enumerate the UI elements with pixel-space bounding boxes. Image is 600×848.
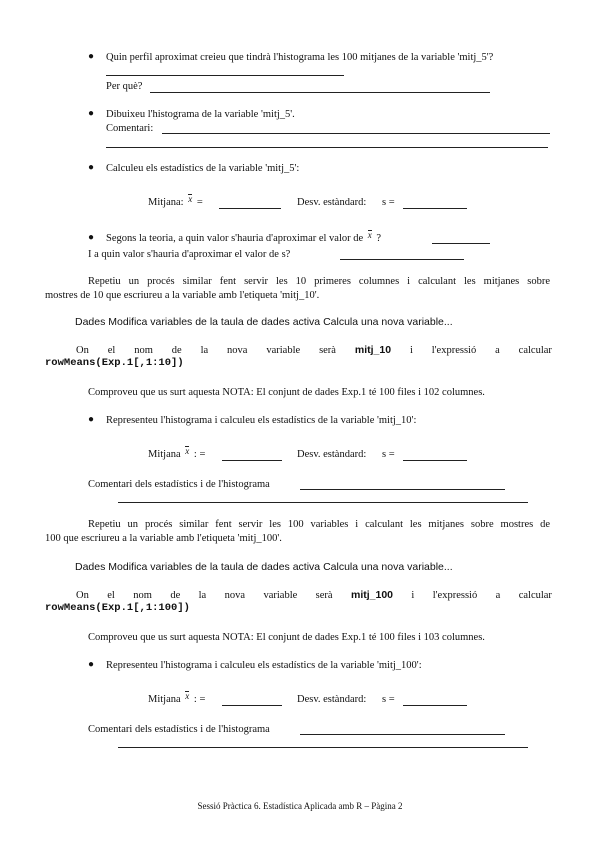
sd-label: Desv. estàndard:	[297, 694, 367, 705]
answer-line[interactable]	[106, 147, 548, 148]
word: nova	[224, 590, 246, 601]
sd-answer-line[interactable]	[403, 460, 467, 461]
variable-name: mitj_100	[350, 589, 394, 601]
why-label: Per què?	[106, 81, 143, 92]
sd-label: Desv. estàndard:	[297, 449, 367, 460]
xbar-symbol: x	[185, 446, 190, 456]
word: l'expressió	[431, 345, 477, 356]
sd-answer-line[interactable]	[403, 208, 467, 209]
theory-text: Segons la teoria, a quin valor s'hauria d'aproximar el valor de	[106, 233, 364, 244]
comment-label-100: Comentari dels estadístics i de l'histograma	[88, 724, 270, 735]
word: el	[107, 590, 115, 601]
answer-line[interactable]	[162, 133, 550, 134]
mean-label-text: Mitjana:	[148, 197, 184, 208]
menu-path-10: Dades Modifica variables de la taula de dades activa Calcula una nova variable...	[75, 316, 453, 328]
variable-name: mitj_10	[354, 344, 392, 356]
word: a	[495, 345, 500, 356]
answer-line[interactable]	[106, 75, 344, 76]
para-100-line2: 100 que escriureu a la variable amb l'etiqueta 'mitj_100'.	[45, 533, 282, 544]
instruction-10	[76, 344, 552, 357]
word: calcular	[518, 345, 552, 356]
answer-line[interactable]	[432, 243, 490, 244]
para-10-line1: Repetiu un procés similar fent servir les 10 primeres columnes i calculant les mitjanes sobre	[88, 276, 550, 287]
word: a	[495, 590, 501, 601]
mean-label-text: Mitjana	[148, 449, 181, 460]
word: de	[170, 590, 181, 601]
question-mark: ?	[376, 233, 382, 244]
bullet-icon: ●	[88, 108, 95, 119]
sd-var: s =	[382, 694, 395, 705]
mean-answer-line[interactable]	[222, 705, 282, 706]
word: la	[198, 590, 207, 601]
equals: =	[196, 197, 203, 208]
bullet-icon: ●	[88, 162, 95, 173]
bullet-icon: ●	[88, 51, 95, 62]
mean-answer-line[interactable]	[222, 460, 282, 461]
bullet-icon: ●	[88, 659, 95, 670]
para-100-line1: Repetiu un procés similar fent servir les 100 variables i calculant les mitjanes sobre mostres de	[88, 519, 550, 530]
word: el	[107, 345, 116, 356]
comment-label: Comentari:	[106, 123, 154, 134]
word: serà	[315, 590, 333, 601]
word: On	[76, 345, 89, 356]
question-profile: Quin perfil aproximat creieu que tindrà l'histograma les 100 mitjanes de la variable 'mitj_5'?	[106, 52, 494, 63]
question-hist10: Representeu l'histograma i calculeu els estadístics de la variable 'mitj_10':	[106, 415, 417, 426]
sd-var: s =	[382, 449, 395, 460]
para-10-line2: mostres de 10 que escriureu a la variable amb l'etiqueta 'mitj_10'.	[45, 290, 320, 301]
word: i	[411, 590, 415, 601]
question-theory	[106, 232, 381, 245]
bullet-icon: ●	[88, 232, 95, 243]
mean-label	[148, 693, 205, 706]
question-stats5: Calculeu els estadístics de la variable 'mitj_5':	[106, 163, 300, 174]
instruction-100	[76, 589, 552, 602]
sd-label: Desv. estàndard:	[297, 197, 367, 208]
answer-line[interactable]	[118, 502, 528, 503]
mean-label	[148, 196, 203, 209]
word: nova	[227, 345, 248, 356]
bullet-icon: ●	[88, 414, 95, 425]
word: l'expressió	[432, 590, 478, 601]
question-draw: Dibuixeu l'histograma de la variable 'mitj_5'.	[106, 109, 295, 120]
theory-line2: I a quin valor s'hauria d'aproximar el valor de s?	[88, 249, 291, 260]
word: serà	[319, 345, 336, 356]
check-note-100: Comproveu que us surt aquesta NOTA: El conjunt de dades Exp.1 té 100 files i 103 columnes.	[88, 632, 485, 643]
word: On	[76, 590, 89, 601]
check-note-10: Comproveu que us surt aquesta NOTA: El conjunt de dades Exp.1 té 100 files i 102 columnes.	[88, 387, 485, 398]
comment-label-10: Comentari dels estadístics i de l'histograma	[88, 479, 270, 490]
menu-path-100: Dades Modifica variables de la taula de dades activa Calcula una nova variable...	[75, 561, 453, 573]
word: i	[409, 345, 413, 356]
colon-equals: : =	[193, 694, 206, 705]
word: calcular	[518, 590, 552, 601]
mean-label	[148, 448, 205, 461]
answer-line[interactable]	[340, 259, 464, 260]
sd-answer-line[interactable]	[403, 705, 467, 706]
answer-line[interactable]	[300, 489, 505, 490]
xbar-symbol: x	[367, 230, 372, 240]
word: de	[171, 345, 182, 356]
question-hist100: Representeu l'histograma i calculeu els estadístics de la variable 'mitj_100':	[106, 660, 422, 671]
word: nom	[134, 345, 153, 356]
word: variable	[263, 590, 298, 601]
xbar-symbol: x	[185, 691, 190, 701]
word: la	[200, 345, 209, 356]
mean-answer-line[interactable]	[219, 208, 281, 209]
answer-line[interactable]	[150, 92, 490, 93]
answer-line[interactable]	[118, 747, 528, 748]
answer-line[interactable]	[300, 734, 505, 735]
sd-var: s =	[382, 197, 395, 208]
page-footer: Sessió Pràctica 6. Estadística Aplicada amb R – Pàgina 2	[197, 801, 403, 811]
xbar-symbol: x	[188, 194, 193, 204]
code-expression: rowMeans(Exp.1[,1:10])	[45, 357, 184, 369]
word: variable	[266, 345, 301, 356]
mean-label-text: Mitjana	[148, 694, 181, 705]
code-expression: rowMeans(Exp.1[,1:100])	[45, 602, 190, 614]
word: nom	[133, 590, 152, 601]
colon-equals: : =	[193, 449, 206, 460]
